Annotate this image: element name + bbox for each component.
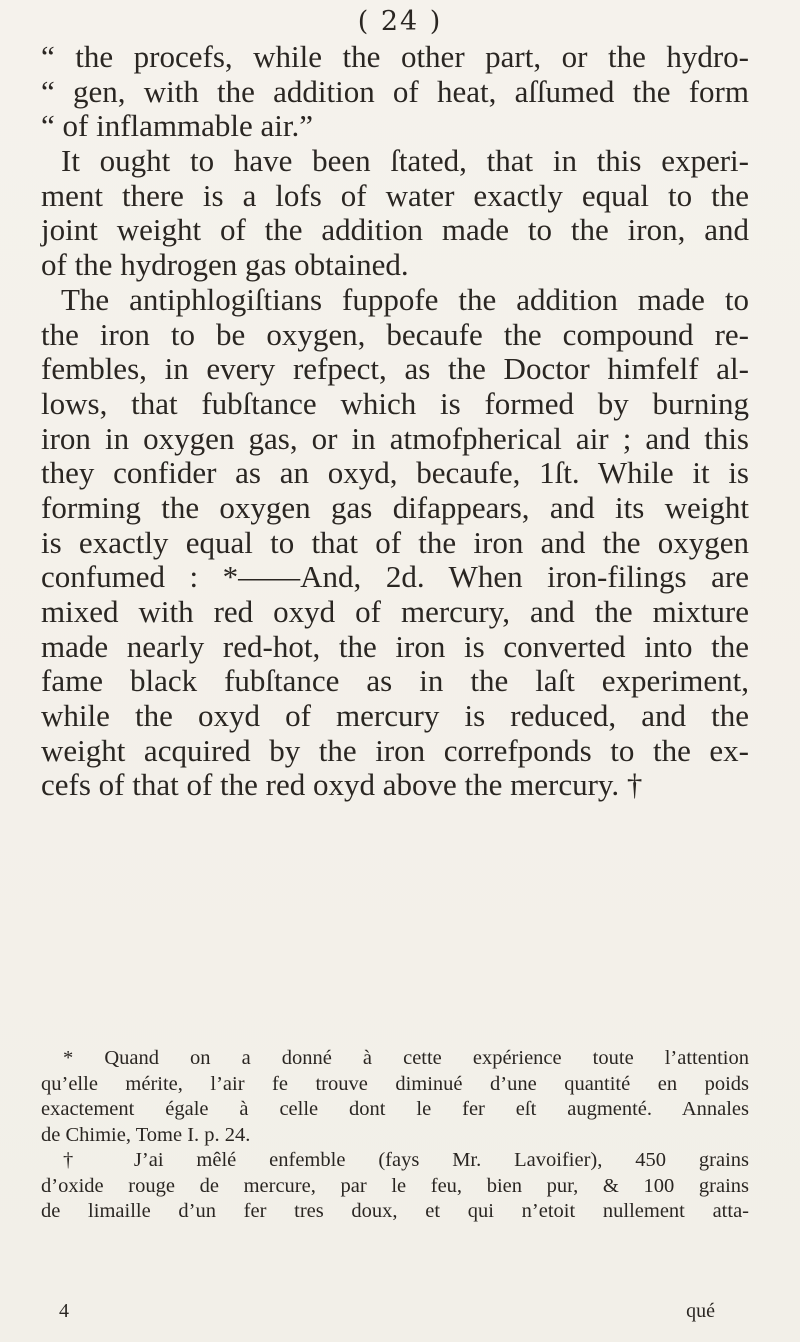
catchword: qué	[686, 1300, 715, 1322]
text-line: “ gen, with the addition of heat, aſſumed the form	[41, 73, 749, 109]
text-line: is exactly equal to that of the iron and the oxygen	[41, 524, 749, 560]
text-line: confumed : *——And, 2d. When iron-filings are	[41, 559, 749, 595]
text-line: joint weight of the addition made to the iron, and	[41, 212, 749, 248]
text-line: mixed with red oxyd of mercury, and the mixture	[41, 594, 749, 629]
text-line: forming the oxygen gas difappears, and its weight	[41, 489, 749, 525]
text-line: lows, that fubſtance which is formed by burning	[41, 385, 749, 421]
footnote-line: de limaille d’un fer tres doux, et qui n’etoit nullement atta-	[41, 1200, 749, 1222]
page-number: ( 24 )	[357, 6, 443, 37]
text-line: iron in oxygen gas, or in atmofpherical air ; and this	[41, 420, 749, 456]
footnote-line: qu’elle mérite, l’air fe trouve diminué d’une quantité en poids	[41, 1072, 749, 1095]
footnote-line: * Quand on a donné à cette expérience toute l’attention	[63, 1047, 749, 1069]
text-line: they confider as an oxyd, becaufe, 1ſt. While it is	[41, 455, 749, 491]
text-line: “ the procefs, while the other part, or the hydro-	[41, 39, 749, 74]
text-line: while the oxyd of mercury is reduced, and the	[41, 698, 749, 734]
footnote-line: de Chimie, Tome I. p. 24.	[41, 1123, 251, 1146]
text-line: “ of inflammable air.”	[41, 108, 313, 144]
main-text	[41, 40, 749, 803]
text-line: of the hydrogen gas obtained.	[41, 247, 409, 283]
text-line: It ought to have been ſtated, that in this experi-	[61, 143, 749, 179]
footnote-line: exactement égale à celle dont le fer eſt augmenté. Annales	[41, 1098, 749, 1120]
footnote-line: d’oxide rouge de mercure, par le feu, bien pur, & 100 grains	[41, 1174, 749, 1197]
text-line: The antiphlogiſtians fuppofe the addition made to	[61, 281, 749, 317]
page-footer	[41, 1300, 749, 1330]
text-line: made nearly red-hot, the iron is converted into the	[41, 628, 749, 664]
text-line: fame black fubſtance as in the laſt experiment,	[41, 663, 749, 699]
text-line: ment there is a lofs of water exactly equal to the	[41, 177, 749, 213]
footnotes	[41, 1046, 749, 1225]
text-line: cefs of that of the red oxyd above the mercury. †	[41, 767, 643, 803]
text-line: the iron to be oxygen, becaufe the compound re-	[41, 316, 749, 352]
text-line: weight acquired by the iron correfponds to the ex-	[41, 732, 749, 768]
signature-mark: 4	[59, 1300, 69, 1322]
text-line: fembles, in every refpect, as the Doctor himfelf al-	[41, 351, 749, 387]
footnote-line: † J’ai mêlé enfemble (fays Mr. Lavoifier), 450 grains	[63, 1149, 749, 1171]
